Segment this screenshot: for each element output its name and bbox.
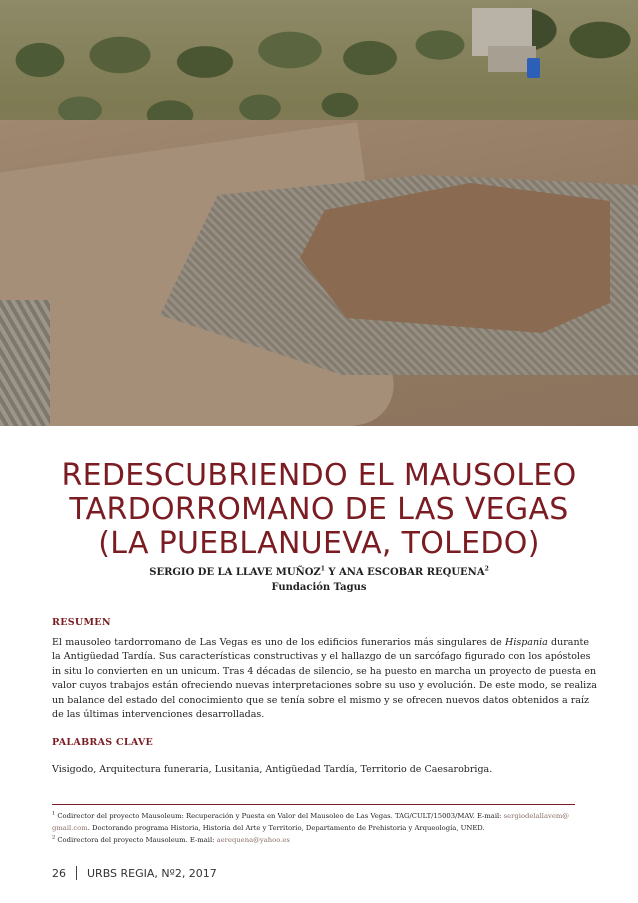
abstract-line: valor cuyos trabajos están ofreciendo nuevas interpretaciones sobre su uso y evolución. De este modo, se realiza [52,680,597,692]
author-1-footnote-mark[interactable]: 1 [320,565,325,573]
footnote-1-line-a [52,810,582,822]
photo-wall-left [0,300,50,426]
footnote-1-mark: 1 [52,810,56,817]
footnote-1-email-part-b[interactable]: gmail.com [52,824,88,832]
footnote-1-line-b [52,822,582,834]
folio-separator [76,866,77,880]
footnote-2-text: Codirectora del proyecto Mausoleum. E-mail: [57,836,217,844]
footnote-1-text: Codirector del proyecto Mausoleum: Recuperación y Puesta en Valor del Mausoleo de Las Vegas. TAG/CULT/15003/MAV. E-mail: [57,812,504,820]
resumen-heading: RESUMEN [52,617,111,628]
author-1: SERGIO DE LA LLAVE MUÑOZ [149,567,321,578]
excavation-photo [0,0,638,426]
keywords-heading: PALABRAS CLAVE [52,737,154,748]
abstract-line [52,636,589,650]
keywords-text: Visigodo, Arquitectura funeraria, Lusitania, Antigüedad Tardía, Territorio de Caesarobriga. [52,764,493,775]
photo-blue-barrel [527,58,540,78]
footnote-2-email[interactable]: aerequena@yahoo.es [216,836,290,844]
footnotes [52,810,582,846]
page-folio [52,866,217,880]
page-number: 26 [52,866,66,880]
abstract-body [52,636,597,722]
abstract-line: de las últimas intervenciones desarrolladas. [52,709,265,721]
abstract-line: un balance del estado del conocimiento que se tenía sobre el mismo y se ofrecen nuevos datos obtenidos a raíz [52,694,589,706]
author-2-footnote-mark[interactable]: 2 [484,565,489,573]
footnote-1-email-part-a[interactable]: sergiodelallavem@ [503,812,570,820]
title-line-3: (LA PUEBLANUEVA, TOLEDO) [98,526,540,561]
affiliation: Fundación Tagus [271,582,367,593]
authors-line [0,566,638,580]
title-line-2: TARDORROMANO DE LAS VEGAS [69,492,569,527]
abstract-text: El mausoleo tardorromano de Las Vegas es uno de los edificios funerarios más singulares de [52,637,506,648]
journal-citation: URBS REGIA, Nº2, 2017 [87,866,217,880]
author-joiner: Y [324,567,340,578]
abstract-line: la Antigüedad Tardía. Sus características constructivas y el hallazgo de un sarcófago figurado con los apóstoles [52,651,591,663]
footnote-2-mark: 2 [52,834,56,841]
article-title [0,459,638,561]
author-2: ANA ESCOBAR REQUENA [339,567,485,578]
footnote-divider [52,804,575,805]
abstract-italic-term: Hispania [505,637,548,648]
footnote-2-line [52,834,582,846]
footnote-1-text-continued: . Doctorando programa Historia, Historia del Arte y Territorio, Departamento de Prehistoria y Arqueología, UNED. [87,824,485,832]
title-line-1: REDESCUBRIENDO EL MAUSOLEO [61,458,577,493]
abstract-line: in situ lo convierten en un unicum. Tras 4 décadas de silencio, se ha puesto en marcha un proyecto de puesta en [52,665,597,677]
abstract-text: durante [547,637,589,648]
